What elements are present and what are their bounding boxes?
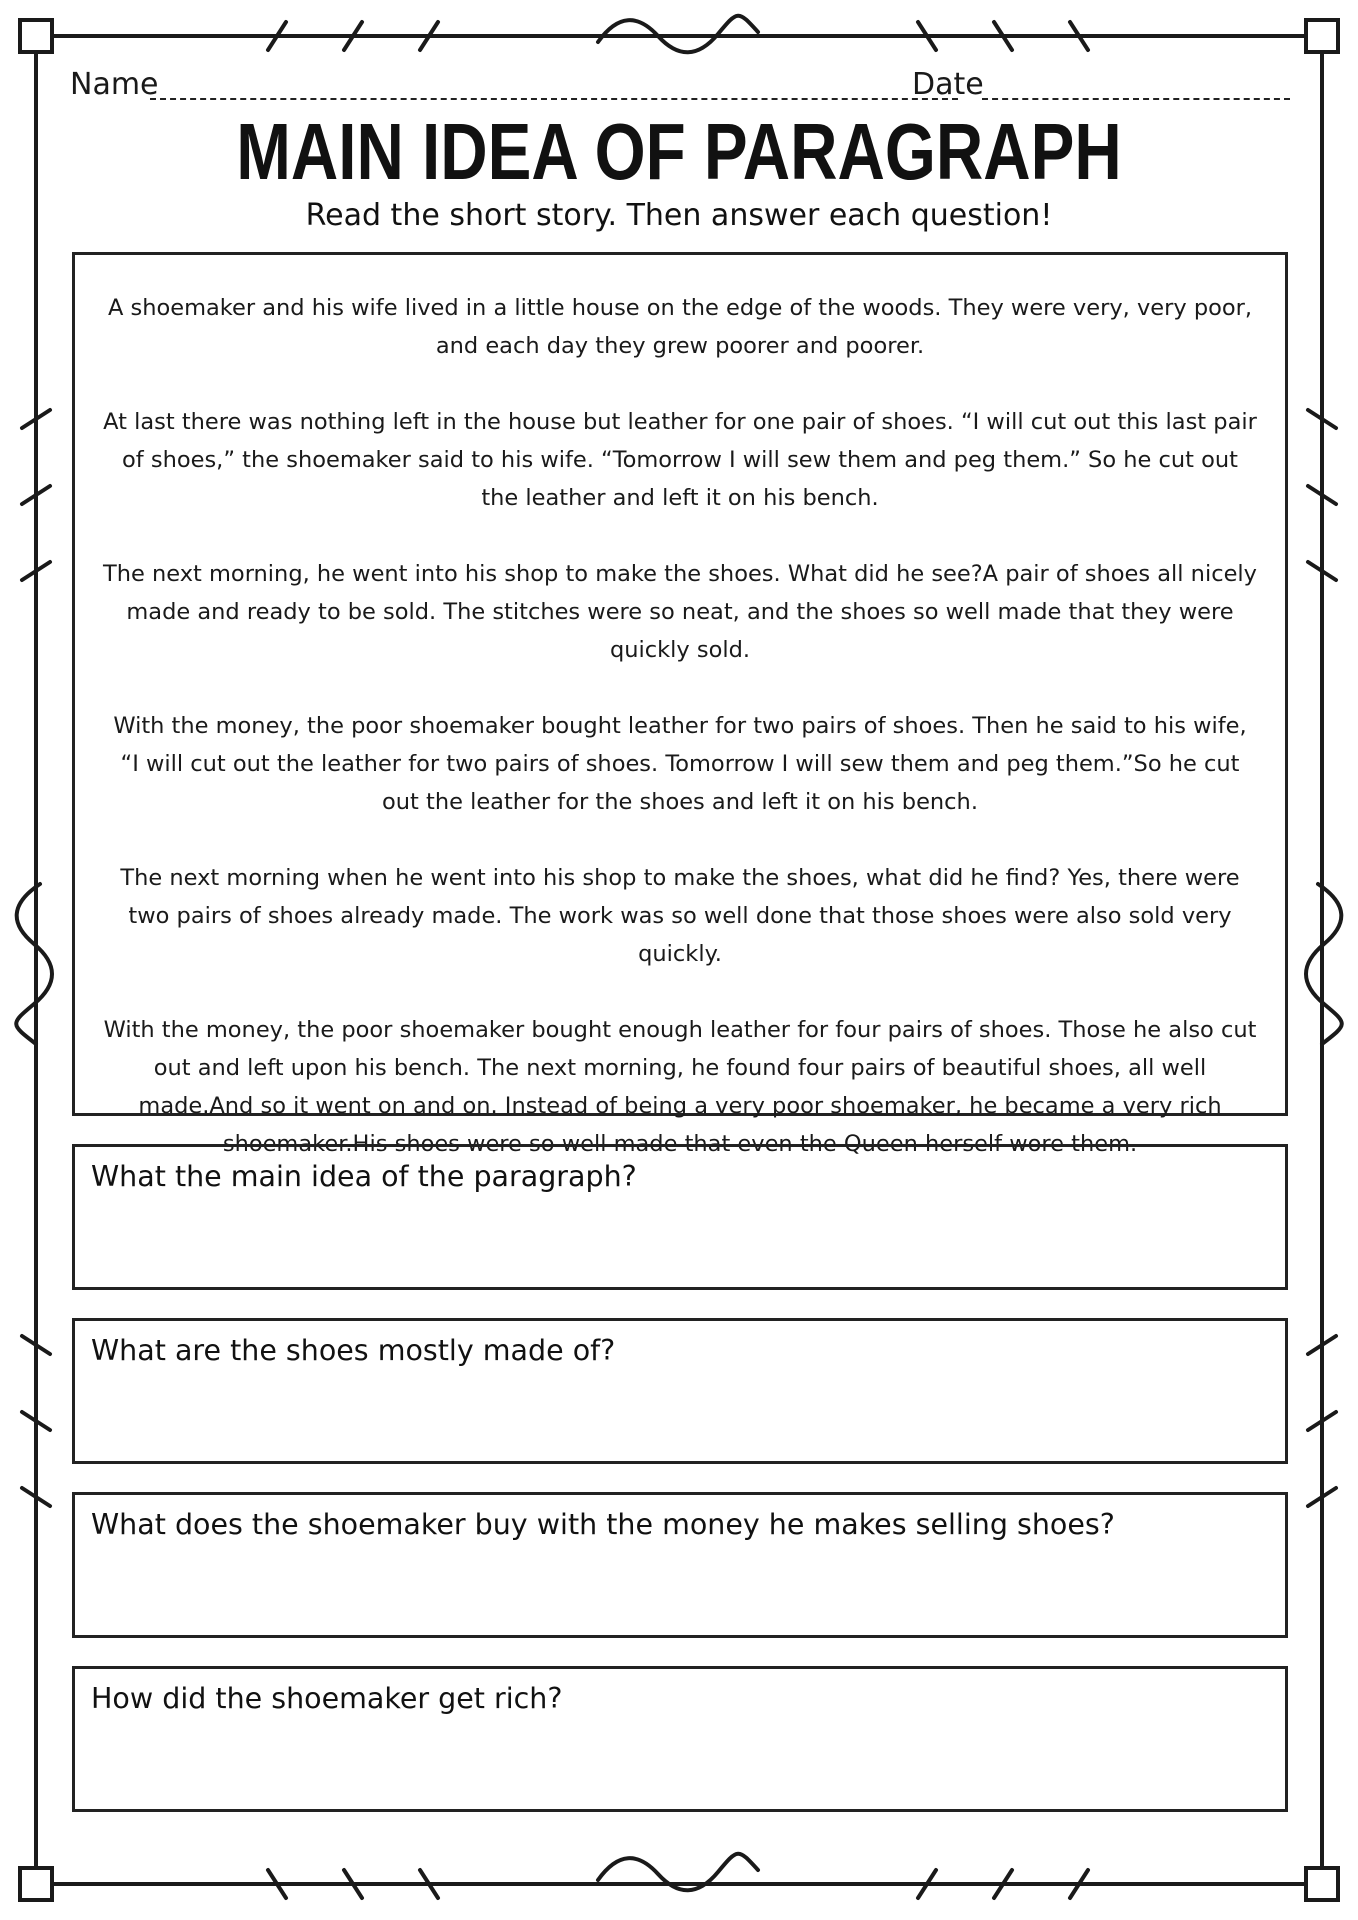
question-text: What the main idea of the paragraph? (91, 1160, 637, 1193)
story-paragraph: The next morning, he went into his shop to make the shoes. What did he see?A pair of shoes all nicely made and ready to be sold. The stitches were so neat, and the shoes so well made that they were quickly sold. (103, 561, 1257, 663)
name-date-row (70, 62, 1290, 108)
question-text: What does the shoemaker buy with the money he makes selling shoes? (91, 1508, 1115, 1541)
question-text: How did the shoemaker get rich? (91, 1682, 563, 1715)
date-field[interactable] (982, 98, 1290, 100)
story-paragraph: With the money, the poor shoemaker bought enough leather for four pairs of shoes. Those he also cut out and left upon his bench. The next morning, he found four pairs of beautiful shoes, all well made.And so it went on and on. Instead of being a very poor shoemaker, he became a very rich shoemaker.His shoes were so well made that even the Queen herself wore them. (103, 1017, 1257, 1157)
name-field[interactable] (150, 98, 958, 100)
story-paragraph: The next morning when he went into his shop to make the shoes, what did he find? Yes, there were two pairs of shoes already made. The work was so well done that those shoes were also sold very quickly. (120, 865, 1240, 967)
instructions: Read the short story. Then answer each question! (305, 198, 1053, 233)
story-box (72, 252, 1288, 1157)
story-paragraph: A shoemaker and his wife lived in a little house on the edge of the woods. They were very, very poor, and each day they grew poorer and poorer. (107, 295, 1253, 359)
story-paragraph: With the money, the poor shoemaker bought leather for two pairs of shoes. Then he said to his wife, “I will cut out the leather for two pairs of shoes. Tomorrow I will sew them and peg them.”So he cut out the leather for the shoes and left it on his bench. (113, 713, 1247, 815)
date-label: Date (912, 67, 984, 102)
name-label: Name (70, 67, 159, 102)
question-box-money-purchase[interactable] (72, 1492, 1288, 1638)
question-box-shoes-material[interactable] (72, 1318, 1288, 1464)
page-title: MAIN IDEA OF PARAGRAPH (236, 107, 1122, 196)
question-box-main-idea[interactable] (72, 1144, 1288, 1290)
question-text: What are the shoes mostly made of? (91, 1334, 616, 1367)
story-paragraph: At last there was nothing left in the house but leather for one pair of shoes. “I will cut out this last pair of shoes,” the shoemaker said to his wife. “Tomorrow I will sew them and peg them.” So he cut out the leather and left it on his bench. (103, 409, 1257, 511)
question-box-get-rich[interactable] (72, 1666, 1288, 1812)
